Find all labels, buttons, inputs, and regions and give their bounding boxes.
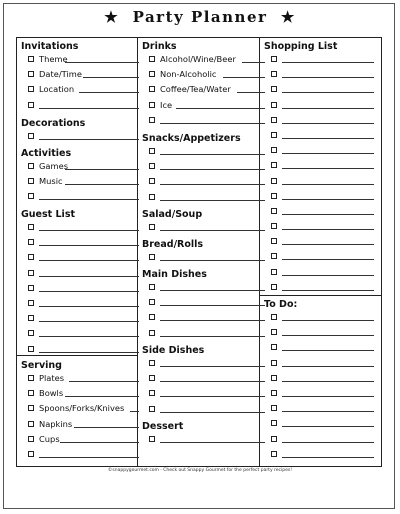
section-snacks	[137, 133, 259, 206]
section-header: Bread/Rolls	[142, 239, 204, 250]
section-to-do	[259, 299, 382, 463]
section-header: Drinks	[142, 41, 177, 52]
checklist-row	[137, 221, 259, 236]
checklist-row	[259, 266, 382, 281]
checklist-row	[16, 160, 137, 175]
section-header: Dessert	[142, 421, 184, 432]
checkbox[interactable]	[28, 451, 34, 457]
write-in-line[interactable]	[39, 199, 139, 200]
checkbox[interactable]	[149, 360, 155, 366]
checklist-row	[137, 83, 259, 98]
write-in-line[interactable]	[39, 352, 139, 353]
item-label: Ice	[160, 99, 173, 110]
checkbox[interactable]	[28, 300, 34, 306]
write-in-line[interactable]	[282, 77, 374, 78]
checkbox[interactable]	[28, 421, 34, 427]
write-in-line[interactable]	[282, 259, 374, 260]
write-in-line[interactable]	[160, 442, 265, 443]
checkbox[interactable]	[28, 330, 34, 336]
checklist-row	[137, 99, 259, 114]
checklist-row	[137, 175, 259, 190]
checkbox[interactable]	[149, 86, 155, 92]
write-in-line[interactable]	[282, 108, 374, 109]
item-label: Alcohol/Wine/Beer	[160, 54, 236, 64]
write-in-line[interactable]	[282, 366, 374, 367]
checklist-row	[259, 341, 382, 356]
checklist-row	[16, 372, 137, 387]
checkbox[interactable]	[149, 194, 155, 200]
checklist-row	[259, 417, 382, 432]
write-in-line[interactable]	[160, 230, 265, 231]
write-in-line[interactable]	[282, 92, 374, 93]
item-label: Bowls	[39, 388, 64, 399]
checklist-row	[259, 129, 382, 144]
write-in-line[interactable]	[282, 457, 374, 458]
write-in-line[interactable]	[282, 335, 374, 336]
checkbox[interactable]	[28, 375, 34, 381]
checkbox[interactable]	[271, 102, 277, 108]
checkbox[interactable]	[28, 270, 34, 276]
checklist-row	[259, 433, 382, 448]
checkbox[interactable]	[149, 406, 155, 412]
checklist-row	[259, 281, 382, 296]
section-header: Serving	[21, 360, 62, 371]
write-in-line[interactable]	[282, 123, 374, 124]
write-in-line[interactable]	[39, 108, 139, 109]
checklist-row	[259, 357, 382, 372]
checkbox[interactable]	[271, 147, 277, 153]
checkbox[interactable]	[28, 56, 34, 62]
checklist-row	[137, 145, 259, 160]
write-in-line[interactable]	[79, 92, 139, 93]
write-in-line[interactable]	[282, 229, 374, 230]
write-in-line[interactable]	[39, 321, 139, 322]
checklist-row	[259, 175, 382, 190]
checklist-row	[16, 448, 137, 463]
checklist-row	[16, 236, 137, 251]
checklist-row	[137, 296, 259, 311]
checklist-row	[16, 327, 137, 342]
write-in-line[interactable]	[65, 184, 140, 185]
checklist-row	[137, 311, 259, 326]
item-label: Coffee/Tea/Water	[160, 84, 231, 95]
write-in-line[interactable]	[60, 442, 139, 443]
checkbox[interactable]	[28, 86, 34, 92]
section-drinks	[137, 41, 259, 129]
checklist-row	[16, 53, 137, 68]
section-bread-rolls	[137, 239, 259, 266]
write-in-line[interactable]	[160, 200, 265, 201]
checkbox[interactable]	[271, 420, 277, 426]
checklist-row	[259, 372, 382, 387]
checkbox[interactable]	[28, 178, 34, 184]
checkbox[interactable]	[271, 314, 277, 320]
checklist-row	[137, 281, 259, 296]
checkbox[interactable]	[271, 208, 277, 214]
write-in-line[interactable]	[282, 426, 374, 427]
checkbox[interactable]	[271, 329, 277, 335]
checklist-row	[16, 297, 137, 312]
write-in-line[interactable]	[39, 457, 139, 458]
checkbox[interactable]	[149, 224, 155, 230]
checklist-row	[259, 250, 382, 265]
checklist-row	[137, 372, 259, 387]
checklist-row	[259, 205, 382, 220]
item-label: Napkins	[39, 418, 73, 429]
checklist-row	[259, 159, 382, 174]
write-in-line[interactable]	[39, 306, 139, 307]
write-in-line[interactable]	[282, 138, 374, 139]
checkbox[interactable]	[271, 405, 277, 411]
checkbox[interactable]	[28, 224, 34, 230]
checkbox[interactable]	[28, 193, 34, 199]
checkbox[interactable]	[149, 436, 155, 442]
write-in-line[interactable]	[282, 350, 374, 351]
checkbox[interactable]	[271, 269, 277, 275]
write-in-line[interactable]	[39, 139, 139, 140]
section-main-dishes	[137, 269, 259, 342]
page-title: ★ Party Planner ★	[104, 8, 296, 26]
section-serving	[16, 360, 137, 463]
checkbox[interactable]	[28, 285, 34, 291]
checkbox[interactable]	[149, 330, 155, 336]
checkbox[interactable]	[149, 71, 155, 77]
section-header: Side Dishes	[142, 345, 205, 356]
checklist-row	[137, 68, 259, 83]
checklist-row	[259, 68, 382, 83]
checkbox[interactable]	[271, 360, 277, 366]
write-in-line[interactable]	[282, 199, 374, 200]
write-in-line[interactable]	[160, 396, 265, 397]
checklist-row	[259, 190, 382, 205]
write-in-line[interactable]	[282, 442, 374, 443]
item-label: Plates	[39, 373, 65, 383]
checklist-row	[16, 83, 137, 98]
checklist-row	[259, 220, 382, 235]
checkbox[interactable]	[149, 102, 155, 108]
checkbox[interactable]	[271, 375, 277, 381]
checklist-row	[259, 53, 382, 68]
section-header: Main Dishes	[142, 269, 207, 280]
section-header: Salad/Soup	[142, 209, 203, 220]
write-in-line[interactable]	[65, 396, 140, 397]
write-in-line[interactable]	[160, 184, 265, 185]
checklist-row	[16, 387, 137, 402]
item-label: Location	[39, 84, 75, 95]
checklist-row	[137, 160, 259, 175]
checklist-row	[259, 402, 382, 417]
section-activities	[16, 148, 137, 206]
write-in-line[interactable]	[39, 336, 139, 337]
write-in-line[interactable]	[39, 230, 139, 231]
item-label: Music	[39, 176, 63, 187]
item-label: Date/Time	[39, 69, 82, 80]
write-in-line[interactable]	[160, 381, 265, 382]
write-in-line[interactable]	[282, 168, 374, 169]
checkbox[interactable]	[149, 390, 155, 396]
checklist-row	[16, 418, 137, 433]
item-label: Theme	[39, 54, 68, 64]
checklist-row	[16, 251, 137, 266]
checkbox[interactable]	[271, 178, 277, 184]
write-in-line[interactable]	[65, 169, 140, 170]
checkbox[interactable]	[149, 284, 155, 290]
write-in-line[interactable]	[160, 305, 265, 306]
checklist-row	[259, 326, 382, 341]
item-label: Spoons/Forks/Knives	[39, 403, 125, 414]
write-in-line[interactable]	[282, 320, 374, 321]
checklist-row	[137, 327, 259, 342]
write-in-line[interactable]	[160, 366, 265, 367]
write-in-line[interactable]	[160, 154, 265, 155]
checkbox[interactable]	[271, 344, 277, 350]
write-in-line[interactable]	[160, 336, 265, 337]
checkbox[interactable]	[149, 314, 155, 320]
checkbox[interactable]	[271, 223, 277, 229]
section-decorations	[16, 118, 137, 145]
checklist-row	[259, 144, 382, 159]
checklist-row	[259, 235, 382, 250]
checklist-row	[259, 311, 382, 326]
checklist-row	[137, 191, 259, 206]
checkbox[interactable]	[271, 162, 277, 168]
checklist-row	[259, 99, 382, 114]
section-salad-soup	[137, 209, 259, 236]
write-in-line[interactable]	[160, 260, 265, 261]
checkbox[interactable]	[28, 239, 34, 245]
section-dessert	[137, 421, 259, 448]
write-in-line[interactable]	[160, 412, 265, 413]
checkbox[interactable]	[28, 346, 34, 352]
checklist-row	[16, 130, 137, 145]
section-header: To Do:	[264, 299, 298, 310]
checkbox[interactable]	[271, 56, 277, 62]
section-header: Snacks/Appetizers	[142, 133, 241, 144]
write-in-line[interactable]	[160, 320, 265, 321]
checkbox[interactable]	[149, 148, 155, 154]
checklist-row	[259, 83, 382, 98]
checkbox[interactable]	[149, 163, 155, 169]
checkbox[interactable]	[271, 284, 277, 290]
checklist-row	[16, 175, 137, 190]
write-in-line[interactable]	[65, 62, 140, 63]
write-in-line[interactable]	[282, 411, 374, 412]
checkbox[interactable]	[149, 56, 155, 62]
checkbox[interactable]	[28, 163, 34, 169]
checkbox[interactable]	[28, 315, 34, 321]
write-in-line[interactable]	[39, 291, 139, 292]
checkbox[interactable]	[271, 451, 277, 457]
write-in-line[interactable]	[176, 108, 265, 109]
section-invitations	[16, 41, 137, 114]
checklist-row	[16, 221, 137, 236]
write-in-line[interactable]	[39, 245, 139, 246]
checkbox[interactable]	[271, 71, 277, 77]
write-in-line[interactable]	[282, 62, 374, 63]
checkbox[interactable]	[271, 132, 277, 138]
checkbox[interactable]	[271, 117, 277, 123]
checkbox[interactable]	[28, 254, 34, 260]
checkbox[interactable]	[271, 193, 277, 199]
write-in-line[interactable]	[282, 214, 374, 215]
item-label: Non-Alcoholic	[160, 69, 217, 80]
write-in-line[interactable]	[160, 290, 265, 291]
checklist-row	[16, 402, 137, 417]
section-side-dishes	[137, 345, 259, 418]
write-in-line[interactable]	[69, 381, 139, 382]
write-in-line[interactable]	[282, 396, 374, 397]
checklist-row	[137, 357, 259, 372]
item-label: Cups	[39, 433, 60, 444]
checklist-row	[137, 251, 259, 266]
checkbox[interactable]	[28, 436, 34, 442]
item-label: Games	[39, 161, 69, 171]
checklist-row	[16, 343, 137, 358]
write-in-line[interactable]	[282, 275, 374, 276]
checkbox[interactable]	[28, 405, 34, 411]
write-in-line[interactable]	[282, 153, 374, 154]
write-in-line[interactable]	[160, 123, 265, 124]
checklist-row	[259, 387, 382, 402]
checkbox[interactable]	[28, 133, 34, 139]
checkbox[interactable]	[28, 102, 34, 108]
checkbox[interactable]	[149, 254, 155, 260]
write-in-line[interactable]	[39, 260, 139, 261]
checkbox[interactable]	[149, 375, 155, 381]
section-header: Shopping List	[264, 41, 338, 52]
checklist-row	[137, 403, 259, 418]
write-in-line[interactable]	[74, 427, 139, 428]
checklist-row	[16, 433, 137, 448]
checklist-row	[16, 267, 137, 282]
checkbox[interactable]	[28, 390, 34, 396]
checklist-row	[137, 387, 259, 402]
section-header: Invitations	[21, 41, 79, 52]
section-header: Guest List	[21, 209, 76, 220]
section-header: Decorations	[21, 118, 86, 129]
section-shopping-list	[259, 41, 382, 296]
section-header: Activities	[21, 148, 72, 159]
write-in-line[interactable]	[39, 276, 139, 277]
footer-note: ©snappygourmet.com · Check out Snappy Gourmet for the perfect party recipes!	[107, 468, 293, 473]
write-in-line[interactable]	[282, 290, 374, 291]
checklist-row	[16, 68, 137, 83]
checklist-row	[16, 312, 137, 327]
checklist-row	[259, 448, 382, 463]
checkbox[interactable]	[271, 253, 277, 259]
checkbox[interactable]	[271, 86, 277, 92]
checklist-row	[137, 53, 259, 68]
checkbox[interactable]	[271, 390, 277, 396]
checklist-row	[16, 282, 137, 297]
section-guest-list	[16, 209, 137, 358]
write-in-line[interactable]	[282, 184, 374, 185]
checkbox[interactable]	[149, 299, 155, 305]
write-in-line[interactable]	[83, 77, 139, 78]
checkbox[interactable]	[271, 436, 277, 442]
checklist-row	[137, 433, 259, 448]
write-in-line[interactable]	[282, 381, 374, 382]
checkbox[interactable]	[271, 238, 277, 244]
checkbox[interactable]	[28, 71, 34, 77]
write-in-line[interactable]	[160, 169, 265, 170]
checklist-row	[137, 114, 259, 129]
checkbox[interactable]	[149, 178, 155, 184]
checklist-row	[16, 99, 137, 114]
checklist-row	[259, 114, 382, 129]
checklist-row	[16, 190, 137, 205]
checkbox[interactable]	[149, 117, 155, 123]
write-in-line[interactable]	[282, 244, 374, 245]
